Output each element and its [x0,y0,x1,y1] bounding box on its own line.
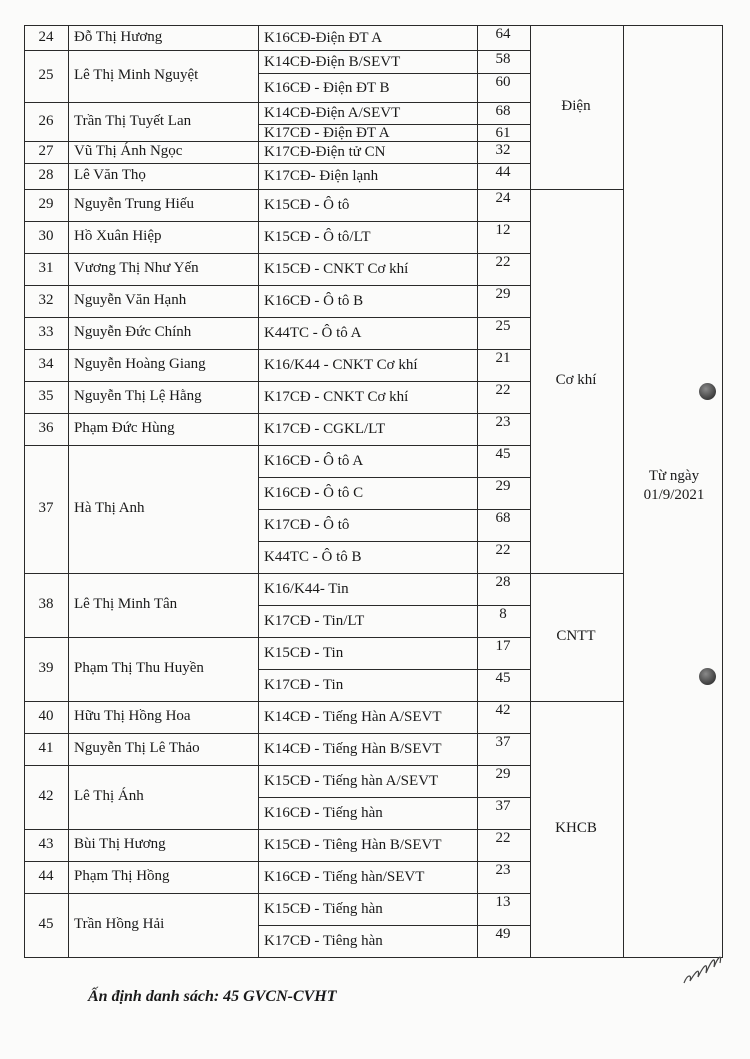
class-name: K16CĐ - Điện ĐT B [264,79,390,96]
student-count: 22 [495,830,511,846]
student-count: 24 [495,190,511,206]
class-name: K14CĐ - Tiếng Hàn B/SEVT [264,741,442,757]
table-rule [623,25,723,26]
row-number: 38 [38,596,54,612]
student-count: 32 [495,142,511,158]
class-name: K16CĐ - Ô tô A [264,453,364,469]
teacher-name: Vũ Thị Ánh Ngọc [74,143,183,159]
class-name: K17CĐ- Điện lạnh [264,168,379,184]
table-rule [477,25,478,958]
department-label: KHCB [555,820,597,836]
teacher-name: Hữu Thị Hồng Hoa [74,708,191,724]
table-rule [258,605,531,606]
row-number: 43 [38,836,54,852]
student-count: 17 [495,638,511,654]
row-number: 36 [38,420,54,436]
row-number: 30 [38,228,54,244]
row-number: 32 [38,292,54,308]
table-rule [24,141,531,142]
student-count: 37 [495,734,511,750]
teacher-name: Trần Thị Tuyết Lan [74,112,192,129]
table-rule [258,124,531,125]
class-name: K17CĐ - Tiêng hàn [264,933,383,949]
table-rule [258,925,531,926]
student-count: 8 [499,606,507,622]
teacher-name: Trần Hồng Hải [74,916,165,932]
row-number: 28 [38,167,54,183]
class-name: K15CĐ - CNKT Cơ khí [264,261,409,277]
table-rule [24,349,531,350]
student-count: 28 [495,574,511,590]
table-rule [530,957,624,958]
table-rule [530,573,624,574]
student-count: 23 [495,862,511,878]
student-count: 42 [495,702,511,718]
student-count: 22 [495,542,511,558]
class-name: K17CĐ - Tin/LT [264,613,365,629]
table-rule [24,445,531,446]
teacher-name: Đỗ Thị Hương [74,28,163,45]
table-rule [24,957,531,958]
student-count: 64 [495,26,511,42]
table-rule [530,25,531,958]
class-name: K15CĐ - Tiêng Hàn B/SEVT [264,837,442,853]
signature-mark [678,945,728,990]
student-count: 29 [495,286,511,302]
binder-hole-top [699,383,716,400]
class-name: K44TC - Ô tô B [264,549,362,565]
teacher-name: Nguyễn Thị Lê Thảo [74,740,200,756]
effective-date: Từ ngày 01/9/2021 [643,468,705,503]
table-rule [24,765,531,766]
table-rule [258,509,531,510]
row-number: 45 [38,916,54,932]
table-rule [530,25,624,26]
student-count: 45 [495,446,511,462]
department-label: Điện [561,98,591,114]
table-rule [24,189,531,190]
row-number: 25 [38,67,54,83]
student-count: 58 [495,51,511,67]
student-count: 23 [495,414,511,430]
class-name: K17CĐ - Điện ĐT A [264,124,390,141]
student-count: 22 [495,254,511,270]
student-count: 44 [495,164,511,180]
teacher-name: Phạm Thị Hồng [74,868,170,884]
teacher-name: Lê Văn Thọ [74,167,146,183]
footer-note: Ấn định danh sách: 45 GVCN-CVHT [88,988,337,1005]
table-rule [24,413,531,414]
class-name: K16/K44- Tin [264,581,349,597]
teacher-name: Vương Thị Như Yến [74,260,199,276]
table-rule [722,25,723,958]
row-number: 34 [38,356,54,372]
student-count: 49 [495,926,511,942]
row-number: 29 [38,196,54,212]
class-name: K17CĐ - Ô tô [264,517,350,533]
student-count: 45 [495,670,511,686]
table-rule [24,701,531,702]
class-name: K14CĐ - Tiếng Hàn A/SEVT [264,709,442,725]
student-count: 13 [495,894,511,910]
table-rule [24,573,531,574]
table-rule [258,797,531,798]
class-name: K17CĐ - Tin [264,677,344,693]
student-count: 21 [495,350,511,366]
table-rule [24,285,531,286]
student-count: 22 [495,382,511,398]
class-name: K44TC - Ô tô A [264,325,362,341]
class-name: K17CĐ - CNKT Cơ khí [264,389,409,405]
table-rule [24,381,531,382]
teacher-name: Nguyễn Đức Chính [74,324,192,340]
table-rule [24,50,531,51]
class-name: K16CĐ-Điện ĐT A [264,29,383,46]
table-rule [530,701,624,702]
student-count: 60 [495,74,511,90]
table-rule [623,25,624,958]
table-rule [258,73,531,74]
table-rule [24,221,531,222]
row-number: 35 [38,388,54,404]
table-rule [258,541,531,542]
student-count: 61 [495,125,511,141]
binder-hole-bottom [699,668,716,685]
table-rule [24,102,531,103]
teacher-name: Nguyễn Thị Lệ Hằng [74,388,202,404]
class-name: K16CĐ - Tiếng hàn [264,805,383,821]
table-rule [24,637,531,638]
table-rule [24,861,531,862]
teacher-name: Lê Thị Ánh [74,788,144,804]
row-number: 37 [38,500,54,516]
row-number: 33 [38,324,54,340]
table-rule [24,733,531,734]
class-name: K15CĐ - Ô tô [264,197,350,213]
row-number: 24 [38,28,54,45]
student-count: 37 [495,798,511,814]
student-count: 68 [495,103,511,119]
table-rule [24,163,531,164]
class-name: K15CĐ - Tiếng hàn A/SEVT [264,773,439,789]
row-number: 26 [38,112,54,129]
table-rule [530,189,624,190]
table-rule [258,477,531,478]
teacher-name: Nguyễn Văn Hạnh [74,292,187,308]
class-name: K15CĐ - Ô tô/LT [264,229,371,245]
table-rule [24,317,531,318]
student-count: 68 [495,510,511,526]
department-label: CNTT [556,628,596,644]
class-name: K15CĐ - Tin [264,645,344,661]
teacher-name: Bùi Thị Hương [74,836,166,852]
row-number: 39 [38,660,54,676]
teacher-name: Lê Thị Minh Nguyệt [74,67,199,83]
table-rule [24,25,531,26]
row-number: 31 [38,260,54,276]
row-number: 41 [38,740,54,756]
class-name: K15CĐ - Tiếng hàn [264,901,383,917]
table-rule [24,25,25,958]
department-label: Cơ khí [555,372,597,388]
row-number: 42 [38,788,54,804]
teacher-name: Nguyễn Trung Hiếu [74,196,195,212]
table-rule [258,25,259,958]
table-rule [24,253,531,254]
class-name: K16CĐ - Ô tô C [264,485,364,501]
student-count: 29 [495,766,511,782]
student-count: 25 [495,318,511,334]
class-name: K16CĐ - Tiếng hàn/SEVT [264,869,425,885]
teacher-name: Hồ Xuân Hiệp [74,228,162,244]
table-rule [68,25,69,958]
table-rule [24,893,531,894]
row-number: 27 [38,143,54,159]
class-name: K16CĐ - Ô tô B [264,293,364,309]
row-number: 40 [38,708,54,724]
teacher-name: Lê Thị Minh Tân [74,596,178,612]
class-name: K16/K44 - CNKT Cơ khí [264,357,418,373]
teacher-name: Hà Thị Anh [74,500,145,516]
table-rule [24,829,531,830]
class-name: K17CĐ-Điện tử CN [264,144,386,160]
teacher-name: Phạm Thị Thu Huyền [74,660,204,676]
student-count: 12 [495,222,511,238]
row-number: 44 [38,868,54,884]
teacher-name: Phạm Đức Hùng [74,420,175,436]
class-name: K14CĐ-Điện B/SEVT [264,53,401,70]
student-count: 29 [495,478,511,494]
teacher-name: Nguyễn Hoàng Giang [74,356,206,372]
class-name: K14CĐ-Điện A/SEVT [264,105,401,121]
table-rule [258,669,531,670]
class-name: K17CĐ - CGKL/LT [264,421,386,437]
